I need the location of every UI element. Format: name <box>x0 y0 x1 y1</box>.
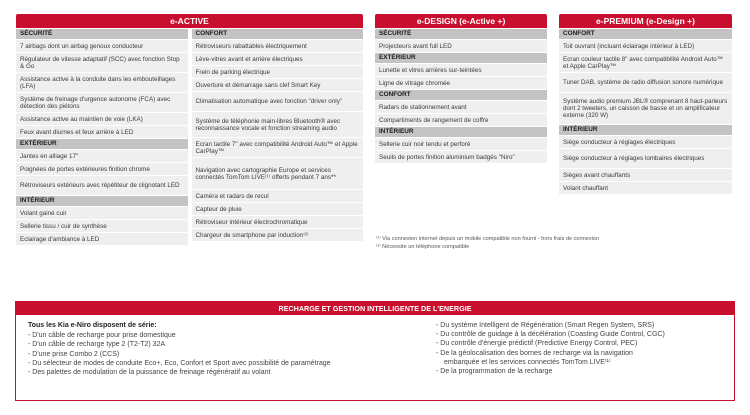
feature-item: Volant gainé cuir <box>16 207 188 219</box>
recharge-left-list <box>28 331 436 377</box>
section-header: INTÉRIEUR <box>559 125 732 135</box>
feature-item: Navigation avec cartographie Europe et services connectés TomTom LIVE⁽¹⁾ offerts pendant 7 ans** <box>192 158 364 189</box>
recharge-item: embarquée et les services connectés TomTom LIVE⁽¹⁾ <box>444 358 611 366</box>
section-header: SÉCURITÉ <box>375 29 547 39</box>
feature-item: Assistance active à la conduite dans les embouteillages (LFA) <box>16 73 188 92</box>
feature-item: Siège conducteur à réglages lombaires électriques <box>559 149 732 168</box>
recharge-item: - D'une prise Combo 2 (CCS) <box>28 350 120 358</box>
feature-item: Toit ouvrant (incluant éclairage intérieur à LED) <box>559 40 732 52</box>
recharge-item: - De la géolocalisation des bornes de recharge via la navigation <box>436 349 633 357</box>
feature-item: Rétroviseur intérieur électrochromatique <box>192 216 364 228</box>
e-design-header: e-DESIGN (e-Active +) <box>375 14 547 28</box>
recharge-item: - D'un câble de recharge type 2 (T2-T2) 32A <box>28 341 166 349</box>
feature-item: Chargeur de smartphone par induction⁽²⁾ <box>192 229 364 241</box>
feature-item: Ligne de vitrage chromée <box>375 77 547 89</box>
feature-item: 7 airbags dont un airbag genoux conducteur <box>16 40 188 52</box>
feature-item: Tuner DAB, système de radio diffusion sonore numérique <box>559 73 732 92</box>
feature-item: Rétroviseurs rabattables électriquement <box>192 40 364 52</box>
feature-item: Sellerie cuir noir tendu et perforé <box>375 138 547 150</box>
feature-item: Frein de parking électrique <box>192 66 364 78</box>
section-header: INTÉRIEUR <box>16 196 188 206</box>
section-header: INTÉRIEUR <box>375 127 547 137</box>
recharge-item: - Des palettes de modulation de la puissance de freinage régénératif au volant <box>28 369 271 377</box>
feature-item: Rétroviseurs extérieurs avec répétiteur de clignotant LED <box>16 176 188 195</box>
e-design-panel <box>375 14 547 163</box>
feature-item: Radars de stationnement avant <box>375 101 547 113</box>
recharge-item: - De la programmation de la recharge <box>436 368 553 376</box>
section-header: CONFORT <box>192 29 364 39</box>
feature-item: Lunette et vitres arrières sur-teintées <box>375 64 547 76</box>
recharge-header: RECHARGE ET GESTION INTELLIGENTE DE L'ENERGIE <box>16 302 734 315</box>
feature-item: Seuils de portes finition aluminium badgés "Niro" <box>375 151 547 163</box>
e-active-col-2 <box>192 28 364 245</box>
feature-item: Assistance active au maintien de voie (LKA) <box>16 113 188 125</box>
feature-item: Ecran tactile 7" avec compatibilité Android Auto™ et Apple CarPlay™ <box>192 138 364 157</box>
feature-item: Jantes en alliage 17" <box>16 150 188 162</box>
feature-item: Système de téléphonie main-libres Bluetooth® avec reconnaissance vocale et fonction streaming audio <box>192 112 364 137</box>
section-header: SÉCURITÉ <box>16 29 188 39</box>
feature-item: Système audio premium JBL® comprenant 8 haut-parleurs dont 2 tweeters, un caisson de basse et un amplificateur externe (320 W) <box>559 93 732 124</box>
feature-item: Volant chauffant <box>559 182 732 194</box>
feature-item: Système de freinage d'urgence autonome (FCA) avec détection des piétons <box>16 93 188 112</box>
e-active-header: e-ACTIVE <box>16 14 363 28</box>
section-header: EXTÉRIEUR <box>375 53 547 63</box>
recharge-item: - Du contrôle de guidage à la décélération (Coasting Guide Control, CGC) <box>436 331 665 339</box>
feature-item: Sièges avant chauffants <box>559 169 732 181</box>
feature-item: Sellerie tissu / cuir de synthèse <box>16 220 188 232</box>
feature-item: Siège conducteur à réglages électriques <box>559 136 732 148</box>
e-premium-panel <box>559 14 732 194</box>
e-premium-header: e-PREMIUM (e-Design +) <box>559 14 732 28</box>
recharge-right-list <box>436 321 722 376</box>
feature-item: Lève-vitres avant et arrière électriques <box>192 53 364 65</box>
e-premium-list <box>559 29 732 194</box>
feature-item: Projecteurs avant full LED <box>375 40 547 52</box>
feature-item: Eclairage d'ambiance à LED <box>16 233 188 245</box>
footnote-2: ⁽²⁾ Nécessite un téléphone compatible <box>376 244 470 250</box>
feature-item: Régulateur de vitesse adaptatif (SCC) avec fonction Stop & Go <box>16 53 188 72</box>
feature-item: Caméra et radars de recul <box>192 190 364 202</box>
feature-item: Compartiments de rangement de coffre <box>375 114 547 126</box>
footnotes <box>376 235 599 251</box>
feature-item: Poignées de portes extérieures finition chrome <box>16 163 188 175</box>
recharge-intro: Tous les Kia e-Niro disposent de série: <box>28 322 157 329</box>
feature-item: Feux avant diurnes et feux arrière à LED <box>16 126 188 138</box>
section-header: CONFORT <box>559 29 732 39</box>
feature-item: Ecran couleur tactile 8" avec compatibilité Android Auto™ et Apple CarPlay™ <box>559 53 732 72</box>
e-design-list <box>375 29 547 163</box>
e-active-col-1 <box>16 28 188 245</box>
section-header: CONFORT <box>375 90 547 100</box>
recharge-item: - Du système Intelligent de Régénération (Smart Regen System, SRS) <box>436 322 655 329</box>
recharge-right-column <box>436 321 722 377</box>
recharge-item: - Du contrôle d'énergie prédictif (Predictive Energy Control, PEC) <box>436 340 638 348</box>
recharge-item: - D'un câble de recharge pour prise domestique <box>28 332 176 340</box>
recharge-left-column <box>28 321 436 377</box>
recharge-box <box>15 301 735 401</box>
feature-item: Capteur de pluie <box>192 203 364 215</box>
feature-item: Climatisation automatique avec fonction "driver only" <box>192 92 364 111</box>
recharge-item: - Du sélecteur de modes de conduite Eco+, Eco, Confort et Sport avec possibilité de paramétrage <box>28 359 331 367</box>
e-active-panel <box>16 14 363 245</box>
feature-item: Ouverture et démarrage sans clef Smart Key <box>192 79 364 91</box>
section-header: EXTÉRIEUR <box>16 139 188 149</box>
footnote-1: ⁽¹⁾ Via connexion internet depuis un mobile compatible non fourni - hors frais de connexion <box>376 236 600 242</box>
